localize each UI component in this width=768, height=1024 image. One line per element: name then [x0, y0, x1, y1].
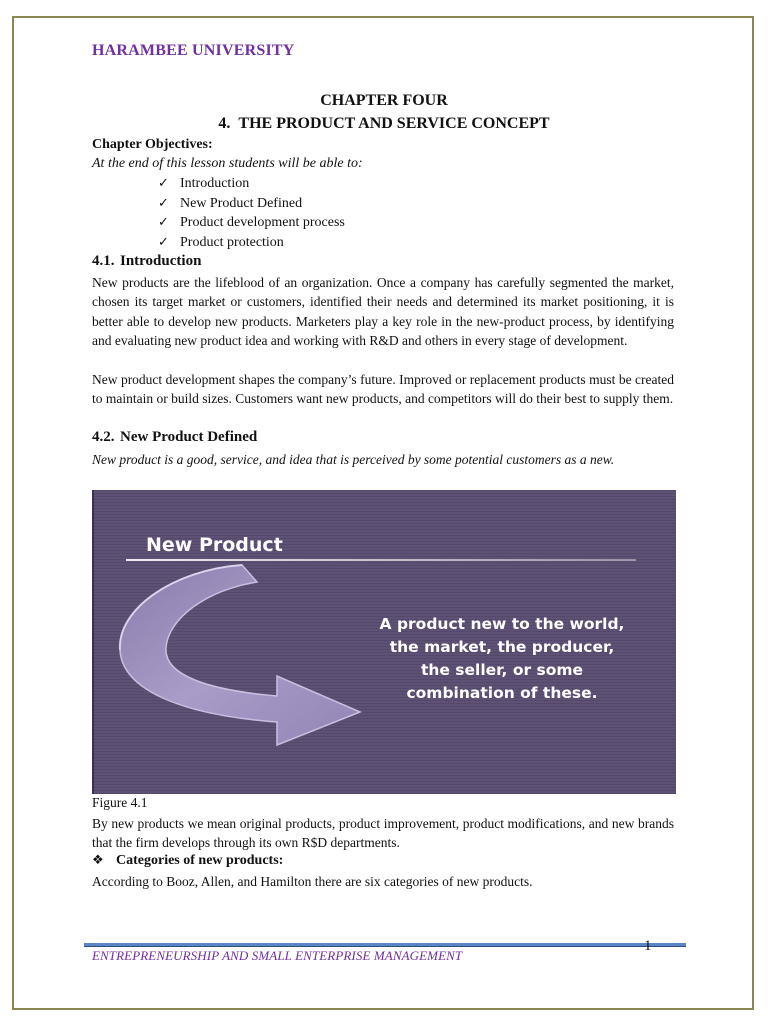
- slide-text-line: the seller, or some: [420, 661, 584, 679]
- objective-text: Product protection: [180, 234, 284, 250]
- chapter-label: CHAPTER FOUR: [320, 92, 448, 109]
- list-item: [158, 174, 345, 194]
- section-number: 4.2.: [92, 429, 115, 445]
- slide-text-line: the market, the producer,: [389, 638, 615, 656]
- categories-heading: [92, 853, 283, 869]
- section-title: New Product Defined: [120, 429, 258, 445]
- page-number: 1: [644, 938, 652, 954]
- slide-title-rule: [126, 559, 636, 561]
- objective-text: New Product Defined: [180, 195, 303, 211]
- categories-paragraph: According to Booz, Allen, and Hamilton there are six categories of new products.: [92, 874, 533, 889]
- new-product-slide: [92, 490, 676, 794]
- diamond-bullet-icon: ❖: [92, 853, 104, 868]
- categories-heading-text: Categories of new products:: [116, 853, 284, 868]
- slide-text-line: combination of these.: [406, 684, 598, 702]
- checkmark-icon: ✓: [158, 176, 169, 191]
- figure-new-product: [92, 490, 676, 794]
- objective-text: Product development process: [180, 215, 345, 230]
- objective-text: Introduction: [180, 176, 250, 191]
- chapter-title: [0, 115, 768, 133]
- chapter-title-text: THE PRODUCT AND SERVICE CONCEPT: [238, 115, 550, 132]
- slide-text-line: A product new to the world,: [379, 615, 625, 633]
- figure-caption: Figure 4.1: [92, 795, 148, 810]
- section-title: Introduction: [120, 253, 202, 269]
- footer-course-title: ENTREPRENEURSHIP AND SMALL ENTERPRISE MANAGEMENT: [92, 948, 463, 963]
- definition-paragraph: New product is a good, service, and idea that is perceived by some potential customers as a new.: [92, 452, 615, 467]
- new-products-paragraph: By new products we mean original products, product improvement, product modifications, and new brands that the firm develops through its own R$D departments.: [92, 816, 674, 851]
- checkmark-icon: ✓: [158, 234, 169, 250]
- slide-title: New Product: [146, 534, 283, 556]
- objectives-list: [158, 174, 345, 252]
- intro-paragraph-1: New products are the lifeblood of an organization. Once a company has carefully segmented the market, chosen its target market or customers, identified their needs and determined its market positioning, it is better able to develop new products. Marketers play a key role in the new-product process, by identifying and evaluating new product idea and working with R&D and others in every stage of development.: [92, 275, 674, 349]
- objectives-intro: At the end of this lesson students will be able to:: [92, 156, 363, 171]
- chapter-number: 4.: [218, 115, 231, 132]
- list-item: [158, 213, 345, 233]
- checkmark-icon: ✓: [158, 215, 169, 230]
- checkmark-icon: ✓: [158, 195, 169, 211]
- objectives-heading: Chapter Objectives:: [92, 137, 213, 152]
- intro-paragraph-2: New product development shapes the company’s future. Improved or replacement products must be created to maintain or build sizes. Customers want new products, and competitors will do their best to supply them.: [92, 372, 674, 407]
- section-heading-introduction: [92, 253, 201, 270]
- university-name: HARAMBEE UNIVERSITY: [92, 42, 295, 59]
- section-heading-new-product-defined: [92, 429, 257, 446]
- list-item: [158, 194, 345, 214]
- section-number: 4.1.: [92, 253, 115, 269]
- footer-rule: [84, 943, 686, 947]
- list-item: [158, 233, 345, 253]
